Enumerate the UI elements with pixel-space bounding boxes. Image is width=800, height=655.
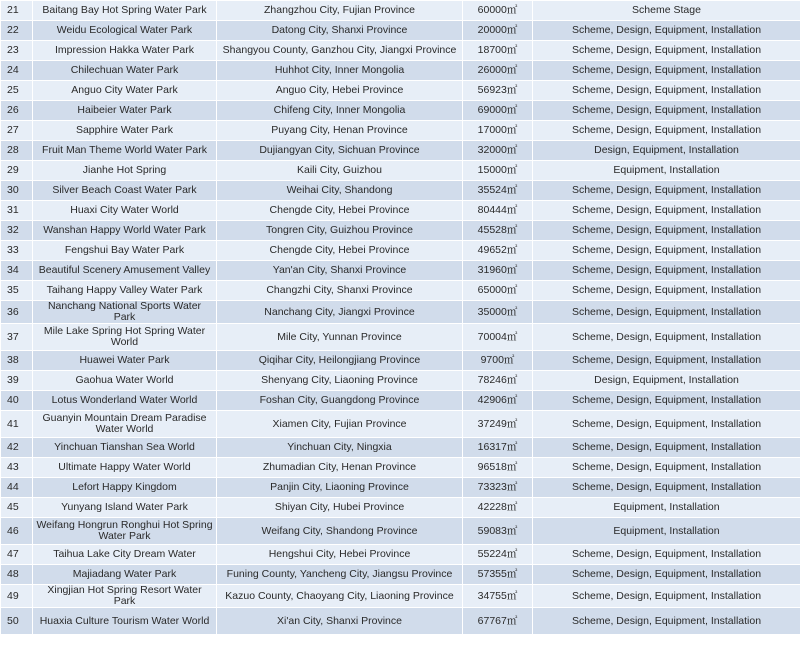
park-area: 20000㎡: [463, 21, 533, 41]
park-area: 26000㎡: [463, 61, 533, 81]
row-number: 22: [1, 21, 33, 41]
park-name: Nanchang National Sports Water Park: [33, 301, 217, 324]
park-location: Hengshui City, Hebei Province: [217, 545, 463, 565]
park-name: Mile Lake Spring Hot Spring Water World: [33, 324, 217, 351]
service-scope: Scheme, Design, Equipment, Installation: [533, 121, 800, 141]
park-location: Shangyou County, Ganzhou City, Jiangxi Province: [217, 41, 463, 61]
row-number: 42: [1, 438, 33, 458]
table-row: [1, 585, 800, 608]
table-row: [1, 608, 800, 635]
park-location: Zhangzhou City, Fujian Province: [217, 1, 463, 21]
service-scope: Scheme, Design, Equipment, Installation: [533, 281, 800, 301]
table-row: [1, 61, 800, 81]
park-area: 32000㎡: [463, 141, 533, 161]
park-area: 15000㎡: [463, 161, 533, 181]
park-name: Huaxia Culture Tourism Water World: [33, 608, 217, 635]
table-row: [1, 101, 800, 121]
service-scope: Scheme, Design, Equipment, Installation: [533, 101, 800, 121]
park-name: Xingjian Hot Spring Resort Water Park: [33, 585, 217, 608]
row-number: 45: [1, 498, 33, 518]
park-location: Xi'an City, Shanxi Province: [217, 608, 463, 635]
park-area: 9700㎡: [463, 351, 533, 371]
table-row: [1, 371, 800, 391]
table-row: [1, 261, 800, 281]
row-number: 24: [1, 61, 33, 81]
table-row: [1, 81, 800, 101]
table-row: [1, 301, 800, 324]
park-name: Majiadang Water Park: [33, 565, 217, 585]
row-number: 26: [1, 101, 33, 121]
service-scope: Scheme, Design, Equipment, Installation: [533, 545, 800, 565]
park-location: Datong City, Shanxi Province: [217, 21, 463, 41]
park-location: Xiamen City, Fujian Province: [217, 411, 463, 438]
park-name: Yinchuan Tianshan Sea World: [33, 438, 217, 458]
service-scope: Design, Equipment, Installation: [533, 141, 800, 161]
row-number: 37: [1, 324, 33, 351]
park-location: Kazuo County, Chaoyang City, Liaoning Province: [217, 585, 463, 608]
row-number: 32: [1, 221, 33, 241]
table-row: [1, 498, 800, 518]
service-scope: Scheme, Design, Equipment, Installation: [533, 181, 800, 201]
table-row: [1, 281, 800, 301]
park-area: 73323㎡: [463, 478, 533, 498]
park-name: Huawei Water Park: [33, 351, 217, 371]
table-row: [1, 391, 800, 411]
row-number: 38: [1, 351, 33, 371]
table-row: [1, 221, 800, 241]
park-name: Silver Beach Coast Water Park: [33, 181, 217, 201]
table-row: [1, 565, 800, 585]
park-name: Jianhe Hot Spring: [33, 161, 217, 181]
park-location: Anguo City, Hebei Province: [217, 81, 463, 101]
service-scope: Scheme, Design, Equipment, Installation: [533, 41, 800, 61]
row-number: 36: [1, 301, 33, 324]
row-number: 31: [1, 201, 33, 221]
row-number: 30: [1, 181, 33, 201]
park-name: Baitang Bay Hot Spring Water Park: [33, 1, 217, 21]
service-scope: Scheme, Design, Equipment, Installation: [533, 324, 800, 351]
row-number: 40: [1, 391, 33, 411]
row-number: 44: [1, 478, 33, 498]
table-row: [1, 121, 800, 141]
park-area: 42906㎡: [463, 391, 533, 411]
park-area: 17000㎡: [463, 121, 533, 141]
park-area: 69000㎡: [463, 101, 533, 121]
park-name: Ultimate Happy Water World: [33, 458, 217, 478]
park-name: Taihang Happy Valley Water Park: [33, 281, 217, 301]
row-number: 23: [1, 41, 33, 61]
table-row: [1, 201, 800, 221]
park-area: 49652㎡: [463, 241, 533, 261]
table-row: [1, 411, 800, 438]
row-number: 21: [1, 1, 33, 21]
park-location: Shenyang City, Liaoning Province: [217, 371, 463, 391]
service-scope: Scheme, Design, Equipment, Installation: [533, 458, 800, 478]
row-number: 27: [1, 121, 33, 141]
park-name: Fengshui Bay Water Park: [33, 241, 217, 261]
table-row: [1, 21, 800, 41]
table-row: [1, 181, 800, 201]
park-area: 45528㎡: [463, 221, 533, 241]
park-location: Qiqihar City, Heilongjiang Province: [217, 351, 463, 371]
park-area: 67767㎡: [463, 608, 533, 635]
park-location: Chifeng City, Inner Mongolia: [217, 101, 463, 121]
service-scope: Scheme, Design, Equipment, Installation: [533, 61, 800, 81]
park-location: Funing County, Yancheng City, Jiangsu Province: [217, 565, 463, 585]
service-scope: Equipment, Installation: [533, 498, 800, 518]
table-row: [1, 478, 800, 498]
park-location: Huhhot City, Inner Mongolia: [217, 61, 463, 81]
service-scope: Scheme, Design, Equipment, Installation: [533, 391, 800, 411]
park-area: 70004㎡: [463, 324, 533, 351]
row-number: 39: [1, 371, 33, 391]
park-area: 80444㎡: [463, 201, 533, 221]
row-number: 49: [1, 585, 33, 608]
service-scope: Scheme Stage: [533, 1, 800, 21]
park-name: Fruit Man Theme World Water Park: [33, 141, 217, 161]
park-name: Anguo City Water Park: [33, 81, 217, 101]
park-area: 16317㎡: [463, 438, 533, 458]
table-row: [1, 241, 800, 261]
park-area: 34755㎡: [463, 585, 533, 608]
park-name: Beautiful Scenery Amusement Valley: [33, 261, 217, 281]
park-area: 65000㎡: [463, 281, 533, 301]
park-location: Puyang City, Henan Province: [217, 121, 463, 141]
park-name: Huaxi City Water World: [33, 201, 217, 221]
park-location: Mile City, Yunnan Province: [217, 324, 463, 351]
service-scope: Scheme, Design, Equipment, Installation: [533, 565, 800, 585]
park-location: Panjin City, Liaoning Province: [217, 478, 463, 498]
park-name: Weifang Hongrun Ronghui Hot Spring Water Park: [33, 518, 217, 545]
park-area: 35000㎡: [463, 301, 533, 324]
park-name: Sapphire Water Park: [33, 121, 217, 141]
row-number: 33: [1, 241, 33, 261]
park-area: 59083㎡: [463, 518, 533, 545]
service-scope: Equipment, Installation: [533, 161, 800, 181]
park-area: 60000㎡: [463, 1, 533, 21]
park-location: Weifang City, Shandong Province: [217, 518, 463, 545]
service-scope: Scheme, Design, Equipment, Installation: [533, 585, 800, 608]
row-number: 29: [1, 161, 33, 181]
table-row: [1, 458, 800, 478]
row-number: 35: [1, 281, 33, 301]
table-row: [1, 161, 800, 181]
table-row: [1, 545, 800, 565]
row-number: 47: [1, 545, 33, 565]
park-location: Yinchuan City, Ningxia: [217, 438, 463, 458]
park-name: Wanshan Happy World Water Park: [33, 221, 217, 241]
service-scope: Scheme, Design, Equipment, Installation: [533, 351, 800, 371]
table-row: [1, 141, 800, 161]
service-scope: Scheme, Design, Equipment, Installation: [533, 608, 800, 635]
park-area: 57355㎡: [463, 565, 533, 585]
row-number: 28: [1, 141, 33, 161]
park-name: Chilechuan Water Park: [33, 61, 217, 81]
table-row: [1, 518, 800, 545]
park-name: Gaohua Water World: [33, 371, 217, 391]
table-row: [1, 1, 800, 21]
park-name: Weidu Ecological Water Park: [33, 21, 217, 41]
park-area: 55224㎡: [463, 545, 533, 565]
park-name: Yunyang Island Water Park: [33, 498, 217, 518]
park-area: 42228㎡: [463, 498, 533, 518]
park-location: Chengde City, Hebei Province: [217, 241, 463, 261]
row-number: 41: [1, 411, 33, 438]
park-area: 96518㎡: [463, 458, 533, 478]
park-location: Chengde City, Hebei Province: [217, 201, 463, 221]
park-location: Kaili City, Guizhou: [217, 161, 463, 181]
service-scope: Scheme, Design, Equipment, Installation: [533, 261, 800, 281]
service-scope: Scheme, Design, Equipment, Installation: [533, 241, 800, 261]
park-location: Changzhi City, Shanxi Province: [217, 281, 463, 301]
service-scope: Equipment, Installation: [533, 518, 800, 545]
service-scope: Scheme, Design, Equipment, Installation: [533, 411, 800, 438]
table-row: [1, 324, 800, 351]
projects-table-body: [1, 1, 800, 635]
table-row: [1, 438, 800, 458]
park-name: Lotus Wonderland Water World: [33, 391, 217, 411]
service-scope: Scheme, Design, Equipment, Installation: [533, 478, 800, 498]
service-scope: Scheme, Design, Equipment, Installation: [533, 438, 800, 458]
park-name: Taihua Lake City Dream Water: [33, 545, 217, 565]
park-area: 78246㎡: [463, 371, 533, 391]
park-area: 35524㎡: [463, 181, 533, 201]
row-number: 46: [1, 518, 33, 545]
row-number: 34: [1, 261, 33, 281]
park-name: Guanyin Mountain Dream Paradise Water World: [33, 411, 217, 438]
service-scope: Scheme, Design, Equipment, Installation: [533, 221, 800, 241]
row-number: 43: [1, 458, 33, 478]
park-name: Lefort Happy Kingdom: [33, 478, 217, 498]
row-number: 48: [1, 565, 33, 585]
park-location: Dujiangyan City, Sichuan Province: [217, 141, 463, 161]
park-area: 18700㎡: [463, 41, 533, 61]
table-row: [1, 351, 800, 371]
park-area: 31960㎡: [463, 261, 533, 281]
park-area: 37249㎡: [463, 411, 533, 438]
service-scope: Scheme, Design, Equipment, Installation: [533, 81, 800, 101]
table-row: [1, 41, 800, 61]
park-location: Yan'an City, Shanxi Province: [217, 261, 463, 281]
service-scope: Scheme, Design, Equipment, Installation: [533, 201, 800, 221]
park-location: Tongren City, Guizhou Province: [217, 221, 463, 241]
park-location: Shiyan City, Hubei Province: [217, 498, 463, 518]
park-location: Zhumadian City, Henan Province: [217, 458, 463, 478]
service-scope: Design, Equipment, Installation: [533, 371, 800, 391]
park-area: 56923㎡: [463, 81, 533, 101]
row-number: 50: [1, 608, 33, 635]
park-name: Haibeier Water Park: [33, 101, 217, 121]
park-location: Weihai City, Shandong: [217, 181, 463, 201]
park-location: Foshan City, Guangdong Province: [217, 391, 463, 411]
park-location: Nanchang City, Jiangxi Province: [217, 301, 463, 324]
service-scope: Scheme, Design, Equipment, Installation: [533, 301, 800, 324]
row-number: 25: [1, 81, 33, 101]
service-scope: Scheme, Design, Equipment, Installation: [533, 21, 800, 41]
park-name: Impression Hakka Water Park: [33, 41, 217, 61]
